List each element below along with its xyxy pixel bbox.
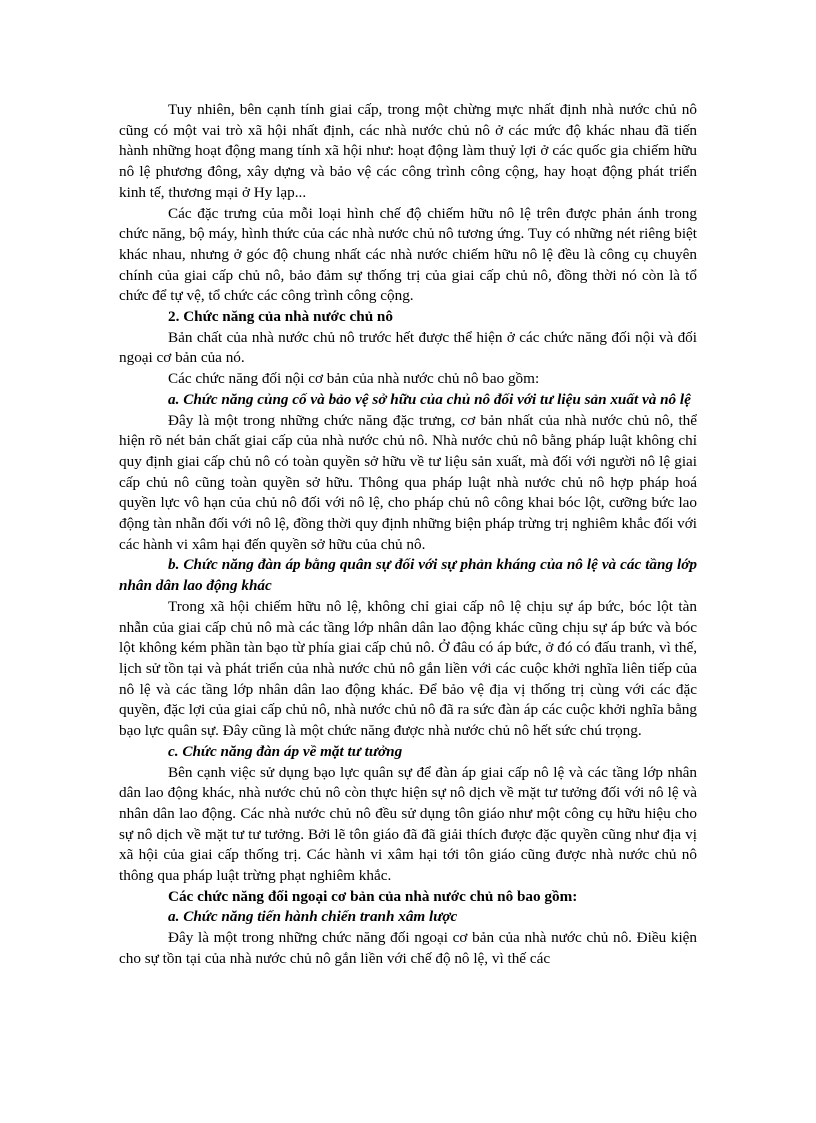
paragraph: Các đặc trưng của mỗi loại hình chế độ chiếm hữu nô lệ trên được phản ánh trong chức năng, bộ máy, hình thức của các nhà nước chủ nô tương ứng. Tuy có những nét riêng biệt khác nhau, nhưng ở góc độ chung nhất các nhà nước chiếm hữu nô lệ đều là công cụ chuyên chính của giai cấp chủ nô, bảo đảm sự thống trị của giai cấp chủ nô, đồng thời nó còn là tổ chức để tự vệ, tổ chức các công trình công cộng. [119, 204, 697, 305]
paragraph: Trong xã hội chiếm hữu nô lệ, không chỉ giai cấp nô lệ chịu sự áp bức, bóc lột tàn nhẫn của giai cấp chủ nô mà các tầng lớp nhân dân lao động khác cũng chịu sự áp bức và bóc lột không kém phần tàn bạo từ phía giai cấp chủ nô. Ở đâu có áp bức, ở đó có đấu tranh, vì thế, lịch sử tồn tại và phát triển của nhà nước chủ nô gắn liền với các cuộc khởi nghĩa liên tiếp của nô lệ và các tầng lớp nhân dân lao động khác. Để bảo vệ địa vị thống trị cùng với các đặc quyền, đặc lợi của giai cấp chủ nô, nhà nước chủ nô đã ra sức đàn áp các cuộc khởi nghĩa bằng bạo lực quân sự. Đây cũng là một chức năng được nhà nước chủ nô hết sức chú trọng. [119, 597, 697, 740]
paragraph: Các chức năng đối nội cơ bản của nhà nước chủ nô bao gồm: [168, 370, 540, 388]
section-heading: Các chức năng đối ngoại cơ bản của nhà nước chủ nô bao gồm: [168, 887, 578, 905]
paragraph: Đây là một trong những chức năng đặc trưng, cơ bản nhất của nhà nước chủ nô, thể hiện rõ nét bản chất giai cấp của nhà nước chủ nô. Nhà nước chủ nô bằng pháp luật không chỉ quy định giai cấp chủ nô có toàn quyền sở hữu về tư liệu sản xuất, mà đối với người nô lệ giai cấp chủ nô cũng toàn quyền sở hữu. Thông qua pháp luật nhà nước chủ nô hợp pháp hoá quyền lực vô hạn của chủ nô đối với nô lệ, cho pháp chủ nô công khai bóc lột, cưỡng bức lao động tàn nhẫn đối với nô lệ, đồng thời quy định những biện pháp trừng trị nghiêm khắc đối với các hành vi xâm hại đến quyền sở hữu của chủ nô. [119, 411, 697, 553]
paragraph: Bản chất của nhà nước chủ nô trước hết được thể hiện ở các chức năng đối nội và đối ngoại cơ bản của nó. [119, 328, 697, 367]
document-body [119, 100, 697, 970]
subsection-heading: a. Chức năng củng cố và bảo vệ sở hữu của chủ nô đối với tư liệu sản xuất và nô lệ [168, 390, 691, 408]
paragraph: Đây là một trong những chức năng đối ngoại cơ bản của nhà nước chủ nô. Điều kiện cho sự tồn tại của nhà nước chủ nô gắn liền với chế độ nô lệ, vì thế các [119, 929, 697, 967]
subsection-heading: c. Chức năng đàn áp về mặt tư tưởng [168, 742, 403, 760]
subsection-heading: a. Chức năng tiến hành chiến tranh xâm lược [168, 908, 458, 926]
paragraph: Tuy nhiên, bên cạnh tính giai cấp, trong một chừng mực nhất định nhà nước chủ nô cũng có một vai trò xã hội nhất định, các nhà nước chủ nô ở các mức độ khác nhau đã tiến hành những hoạt động mang tính xã hội như: hoạt động làm thuỷ lợi ở các quốc gia chiếm hữu nô lệ phương đông, xây dựng và bảo vệ các công trình công cộng, hay hoạt động phát triển kinh tế, thương mại ở Hy lạp... [119, 101, 697, 201]
section-heading: 2. Chức năng của nhà nước chủ nô [168, 308, 393, 326]
paragraph: Bên cạnh việc sử dụng bạo lực quân sự để đàn áp giai cấp nô lệ và các tầng lớp nhân dân lao động khác, nhà nước chủ nô còn thực hiện sự nô dịch về mặt tư tưởng đối với nô lệ và nhân dân lao động. Các nhà nước chủ nô đều sử dụng tôn giáo như một công cụ hữu hiệu cho sự nô dịch về mặt tư tư tưởng. Bởi lẽ tôn giáo đã đã giải thích được đặc quyền cũng như địa vị xã hội của giai cấp thống trị. Các hành vi xâm hại tới tôn giáo cũng được nhà nước chủ nô thông qua pháp luật trừng phạt nghiêm khắc. [119, 763, 697, 885]
subsection-heading: b. Chức năng đàn áp bằng quân sự đối với sự phản kháng của nô lệ và các tầng lớp nhân dân lao động khác [119, 556, 697, 595]
